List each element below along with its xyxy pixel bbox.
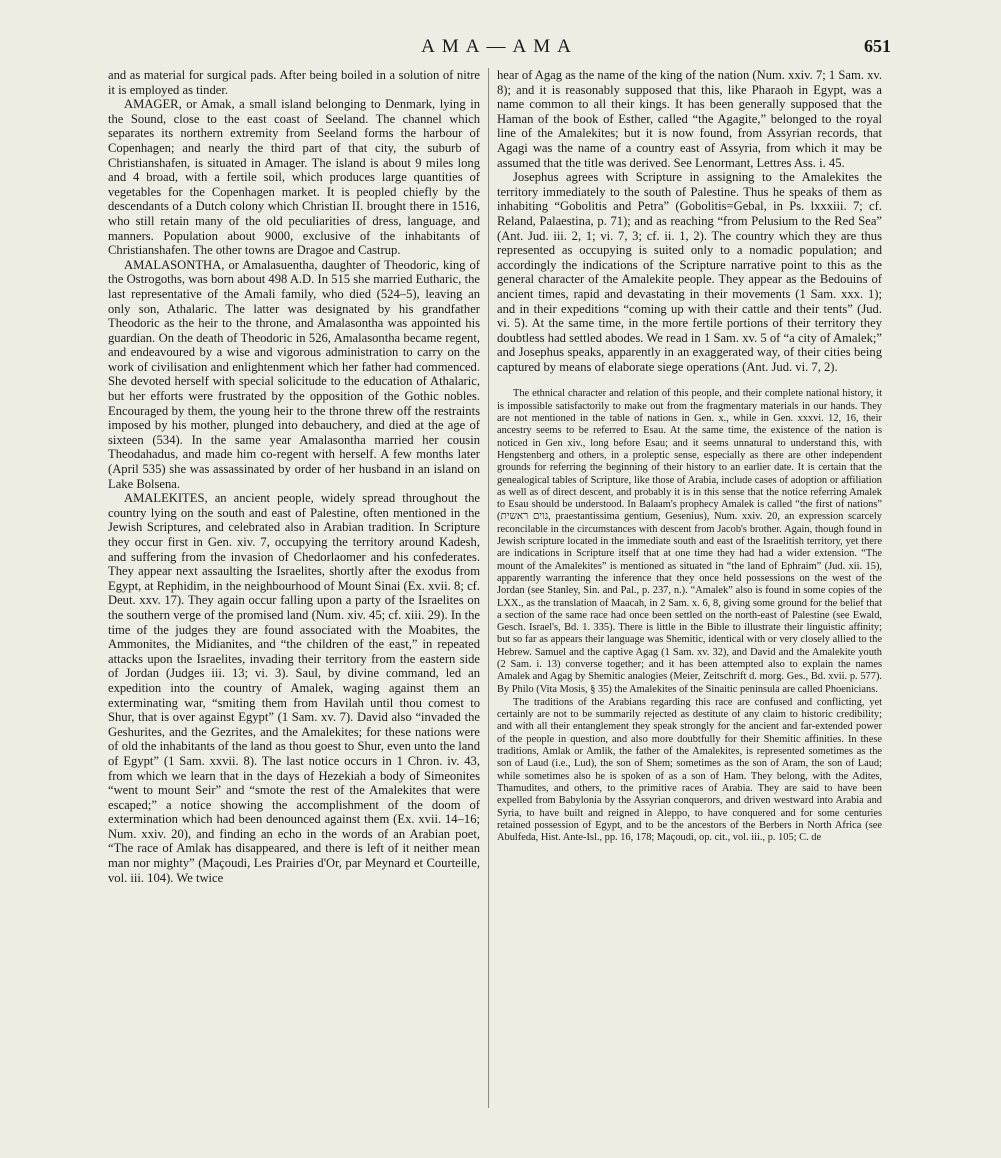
paragraph-josephus: Josephus agrees with Scripture in assigning to the Amalekites the territory immediately to the south of Palestine. Thus he speaks of them as inhabiting “Gobolitis and Petra” (Gobolitis=Gebal, in Ps. lxxxiii. 7; cf. Reland, Palaestina, p. 71); and as reaching “from Pelusium to the Red Sea” (Ant. Jud. iii. 2, 1; vi. 7, 3; cf. ii. 1, 2). The country which they are thus represented as occupying is suited only to a nomadic population; and accordingly the indications of the Scripture narrative point to this as the general character of the Amalekite people. They appear as the Bedouins of ancient times, rapid and devastating in their movements (1 Sam. xxx. 1); and in their expeditions “coming up with their cattle and their tents” (Jud. vi. 5). At the same time, in the more fertile portions of their territory they doubtless had settled abodes. We read in 1 Sam. xv. 5 of “a city of Amalek;” and Josephus speaks, apparently in an exaggerated way, of their cities being captured by means of elaborate siege operations (Ant. Jud. vi. 7, 2). xyxy=(497,170,882,374)
entry-amalasontha: AMALASONTHA, or Amalasuentha, daughter of Theodoric, king of the Ostrogoths, was born about 498 A.D. In 515 she married Eutharic, the last representative of the Amali family, who died (524–5), leaving an only son, Athalaric. The latter was designated by his grandfather Theodoric as the heir to the throne, and Amalasontha was appointed his guardian. On the death of Theodoric in 526, Amalasontha became regent, and endeavoured by a wise and vigorous administration to carry on the work of civilisation and enlightenment which her father had commenced. She devoted herself with special solicitude to the education of Athalaric, but her efforts were frustrated by the opposition of the Gothic nobles. Encouraged by them, the young heir to the throne threw off the restraints imposed by his mother, plunged into debauchery, and died at the age of sixteen (534). In the same year Amalasontha married her cousin Theodahadus, and made him co-regent with herself. A few months later (April 535) she was assassinated by order of her husband in an island on Lake Bolsena. xyxy=(108,257,480,491)
page-number: 651 xyxy=(864,36,891,56)
small-print-ethnical: The ethnical character and relation of this people, and their complete national history, it is impossible satisfactorily to make out from the fragmentary materials in our hands. They are not mentioned in the table of nations in Gen. x., while in Gen. xxxvi. 12, 16, their ancestry seems to be referred to Esau. At the same time, the existence of the nation is noticed in Gen xiv., long before Esau; and it seems unnatural to understand this, with Hengstenberg and others, in a proleptic sense, especially as there are other independent grounds for referring the beginning of their history to an earlier date. It is certain that the genealogical tables of Scripture, like those of Arabia, include cases of adoption or affiliation as well as of direct descent, and probably it is in this sense that the notice referring Amalek to Esau should be understood. In Balaam's prophecy Amalek is called “the first of nations” (גוים ראשית, praestantissima gentium, Gesenius), Num. xxiv. 20, an expression scarcely reconcilable in the circumstances with descent from Jacob's brother. Again, though found in Jewish scripture located in the immediate south and east of the Israelitish territory, yet there are indications in Scripture itself that at one time they had had a wider extension. “The mount of the Amalekites” is mentioned as situated in “the land of Ephraim” (Jud. xii. 15), apparently warranting the inference that they once held possessions on the west of the Jordan (see Stanley, Sin. and Pal., p. 237, n.). “Amalek” also is found in some copies of the LXX., as the translation of Maacah, in 2 Sam. x. 6, 8, giving some ground for the belief that a section of the same race had once been settled on the north-east of Palestine (see Ewald, Gesch. Israel's, Bd. 1. 335). There is little in the Bible to illustrate their linguistic affinity; but so far as appears their language was Shemitic, identical with or very closely allied to the Hebrew. Samuel and the captive Agag (1 Sam. xv. 32), and David and the Amalekite youth (2 Sam. i. 13) converse together; and it has been attempted also to explain the names Amalek and Agag by Shemitic analogies (Meier, Zeitschrift d. morg. Ges., Bd. xvii. p. 577). By Philo (Vita Mosis, § 35) the Amalekites of the Sinaitic peninsula are called Phoenicians. xyxy=(497,388,882,695)
entry-amalekites: AMALEKITES, an ancient people, widely spread throughout the country lying on the south and east of Palestine, often mentioned in the Jewish Scriptures, and celebrated also in Arabian tradition. In Scripture they occur first in Gen. xiv. 7, occupying the territory around Kadesh, and suffering from the invasion of Chedorlaomer and his confederates. They appear next assaulting the Israelites, shortly after the exodus from Egypt, at Rephidim, in the neighbourhood of Mount Sinai (Ex. xvii. 8; cf. Deut. xxv. 17). They again occur falling upon a party of the Israelites on the southern verge of the promised land (Num. xiv. 45; cf. xiii. 29). In the time of the judges they are found associated with the Moabites, the Ammonites, the Midianites, and “the children of the east,” in repeated attacks upon the Israelites, invading their territory from the eastern side of Jordan (Judges iii. 13; vi. 3). Saul, by divine command, led an expedition into the country of Amalek, waging against them an exterminating war, “smiting them from Havilah until thou comest to Shur, that is over against Egypt” (1 Sam. xv. 7). David also “invaded the Geshurites, and the Gezrites, and the Amalekites; for these nations were of old the inhabitants of the land as thou goest to Shur, even unto the land of Egypt” (1 Sam. xxvii. 8). The last notice occurs in 1 Chron. iv. 43, from which we learn that in the days of Hezekiah a body of Simeonites “went to mount Seir” and “smote the rest of the Amalekites that were escaped;” a notice showing the accomplishment of the doom of extermination which had been denounced against them (Ex. xvii. 14–16; Num. xxiv. 20), and finding an echo in the words of an Arabian poet, “The race of Amlak has disappeared, and there is left of it neither mean man nor mighty” (Maçoudi, Les Prairies d'Or, par Meynard et Courteille, vol. iii. 104). We twice xyxy=(108,491,480,885)
running-header xyxy=(108,36,891,60)
small-print-traditions: The traditions of the Arabians regarding this race are confused and conflicting, yet certainly are not to be summarily rejected as destitute of any claim to historic credibility; and with all their entanglement they speak strongly for the ancient and far-extended power of the people in question, and also more doubtfully for their Shemitic affinities. In these traditions, Amlak or Amlik, the father of the Amalekites, is represented sometimes as the son of Laud (i.e., Lud), the son of Shem; sometimes as the son of Aram, the son of Laud; while sometimes also he is spoken of as a son of Ham. They belong, with the Adites, Thamudites, and others, to the primitive races of Arabia. They are said to have been expelled from Babylonia by the Assyrian conquerors, and driven westward into Arabia and Syria, to have built and reigned in Aleppo, to have conquered and for some centuries retained possession of Egypt, and to be the ancestors of the Berbers in North Africa (see Abulfeda, Hist. Ante-Isl., pp. 16, 178; Maçoudi, op. cit., vol. iii., p. 105; C. de xyxy=(497,696,882,844)
left-column xyxy=(108,68,480,885)
paragraph-nitre: and as material for surgical pads. After being boiled in a solution of nitre it is employed as tinder. xyxy=(108,68,480,97)
right-column xyxy=(497,68,882,844)
column-divider xyxy=(488,68,489,1108)
paragraph-agag: hear of Agag as the name of the king of the nation (Num. xxiv. 7; 1 Sam. xv. 8); and it is reasonably supposed that this, like Pharaoh in Egypt, was a name common to all their kings. It has been generally supposed that the Haman of the book of Esther, called “the Agagite,” belonged to the royal line of the Amalekites; but it is now found, from Assyrian records, that Agagi was the name of a country east of Assyria, from which it may be assumed that the title was derived. See Lenormant, Lettres Ass. i. 45. xyxy=(497,68,882,170)
small-print-notes xyxy=(497,388,882,844)
entry-amager: AMAGER, or Amak, a small island belonging to Denmark, lying in the Sound, close to the east coast of Seeland. The channel which separates its northern extremity from Seeland forms the harbour of Copenhagen; and nearly the third part of that city, the suburb of Christianshafen, is situated in Amager. The island is about 9 miles long and 4 broad, with a fertile soil, which produces large quantities of vegetables for the Copenhagen market. It is peopled chiefly by the descendants of a Dutch colony which Christian II. brought there in 1516, who still retain many of the old peculiarities of dress, language, and manners. Population about 9000, exclusive of the inhabitants of Christianshafen. The other towns are Dragoe and Castrup. xyxy=(108,97,480,258)
header-title: AMA—AMA xyxy=(421,36,578,57)
